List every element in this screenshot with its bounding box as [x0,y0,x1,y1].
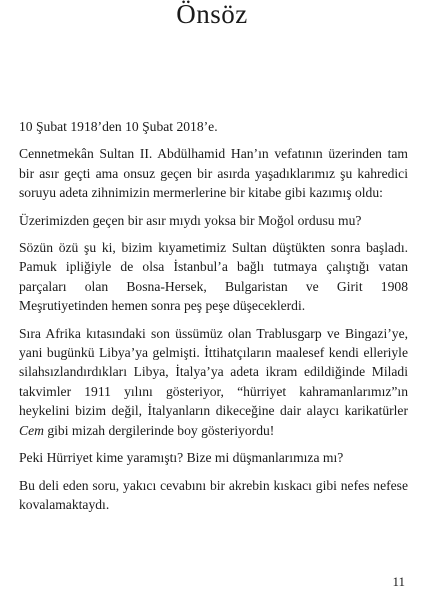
paragraph-collapse: Sözün özü şu ki, bizim kıyametimiz Sultan düştükten sonra başladı. Pamuk ipliğiyle de olsa İstanbul’a bağlı tutmaya çalıştığı vatan parçaları olan Bosna-Hersek, Bulgaristan ve Girit 1908 Meşrutiyetinden hemen sonra peş peşe düşeceklerdi. [19,240,408,314]
paragraph-date-range: 10 Şubat 1918’den 10 Şubat 2018’e. [19,119,218,134]
paragraph-libya-text-2: gibi mizah dergilerinde boy gösteriyordu! [43,422,275,438]
paragraph-freedom-question: Peki Hürriyet kime yaramıştı? Bize mi düşmanlarımıza mı? [19,450,344,466]
page-number: 11 [392,574,405,589]
paragraph-question: Üzerimizden geçen bir asır mıydı yoksa bir Moğol ordusu mu? [19,212,362,228]
page-title: Önsöz [176,0,248,29]
paragraph-libya-text-1: Sıra Afrika kıtasındaki son üssümüz olan Trablusgarp ve Bingazi’ye, yani bugünkü Libya’ya gelmişti. İttihatçıların maalesef kendi elleriyle silahsızlandırdıkları Libya, İtalya’ya adeta ikram edildiğinde Miladi takvimler 1911 yılını gösteriyor, “hürriyet kahramanlarımız”ın heykelini bizim değil, İtalyanların dikeceğine dair alaycı karikatürler [19,325,408,419]
paragraph-closing: Bu deli eden soru, yakıcı cevabını bir akrebin kıskacı gibi nefes nefese kovalamaktaydı. [19,477,408,512]
page-body [19,117,408,522]
paragraph-libya [19,324,408,440]
paragraph-intro: Cennetmekân Sultan II. Abdülhamid Han’ın vefatının üzerinden tam bir asır geçti ama onsuz geçen bir asırda yaşadıklarımız şu kahredici soruyu adeta zihnimizin mermerlerine bir kitabe gibi kazımış oldu: [19,146,408,201]
magazine-name: Cem [19,422,44,438]
